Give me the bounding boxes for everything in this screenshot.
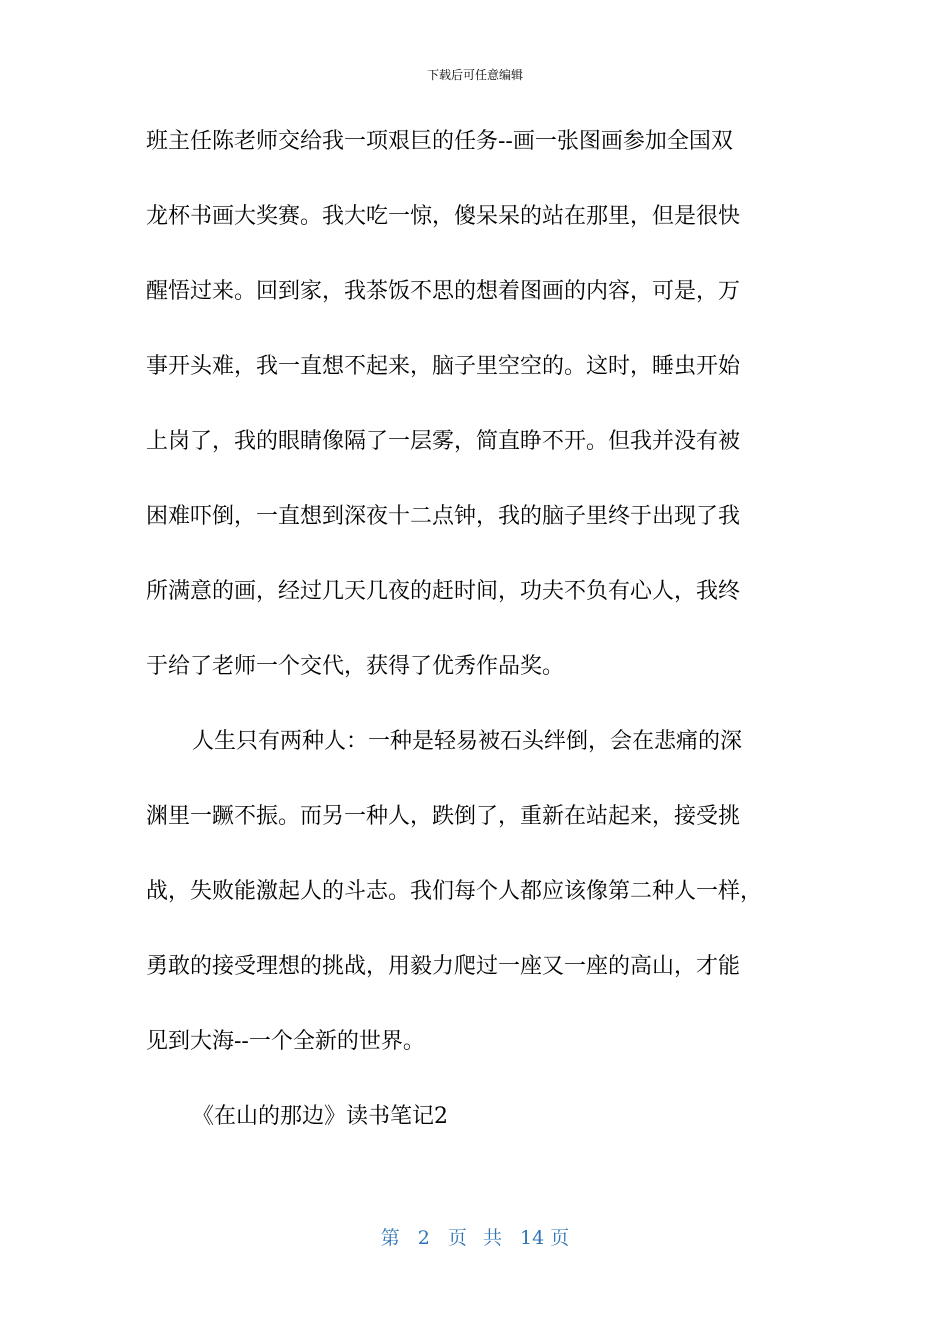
body-line-6: 困难吓倒，一直想到深夜十二点钟，我的脑子里终于出现了我: [146, 504, 741, 529]
page-footer: [0, 1226, 950, 1250]
footer-total-prefix: 共: [482, 1227, 502, 1249]
body-line-1: 班主任陈老师交给我一项艰巨的任务--画一张图画参加全国双: [146, 129, 733, 154]
footer-total-suffix: 页: [550, 1227, 570, 1249]
paragraph-2-line-5: 见到大海--一个全新的世界。: [146, 1029, 425, 1054]
paragraph-2-line-1: 人生只有两种人：一种是轻易被石头绊倒，会在悲痛的深: [192, 729, 743, 754]
body-line-2: 龙杯书画大奖赛。我大吃一惊，傻呆呆的站在那里，但是很快: [146, 204, 741, 229]
body-line-5: 上岗了，我的眼睛像隔了一层雾，简直睁不开。但我并没有被: [146, 429, 741, 454]
body-line-3: 醒悟过来。回到家，我茶饭不思的想着图画的内容，可是，万: [146, 279, 741, 304]
section-heading: 《在山的那边》读书笔记2: [192, 1104, 448, 1129]
paragraph-2-line-2: 渊里一蹶不振。而另一种人，跌倒了，重新在站起来，接受挑: [146, 804, 741, 829]
page-header-note: 下载后可任意编辑: [426, 68, 523, 82]
body-line-7: 所满意的画，经过几天几夜的赶时间，功夫不负有心人，我终: [146, 579, 741, 604]
body-line-8: 于给了老师一个交代，获得了优秀作品奖。: [146, 654, 565, 679]
paragraph-2-line-3: 战，失败能激起人的斗志。我们每个人都应该像第二种人一样，: [146, 879, 763, 904]
footer-page-current: 2: [417, 1227, 430, 1249]
paragraph-2-line-4: 勇敢的接受理想的挑战，用毅力爬过一座又一座的高山，才能: [146, 954, 741, 979]
footer-prefix: 第: [380, 1227, 400, 1249]
footer-page-label: 页: [447, 1227, 467, 1249]
document-body: [146, 124, 806, 1174]
footer-page-total: 14: [520, 1227, 545, 1249]
body-line-4: 事开头难，我一直想不起来，脑子里空空的。这时，睡虫开始: [146, 354, 741, 379]
